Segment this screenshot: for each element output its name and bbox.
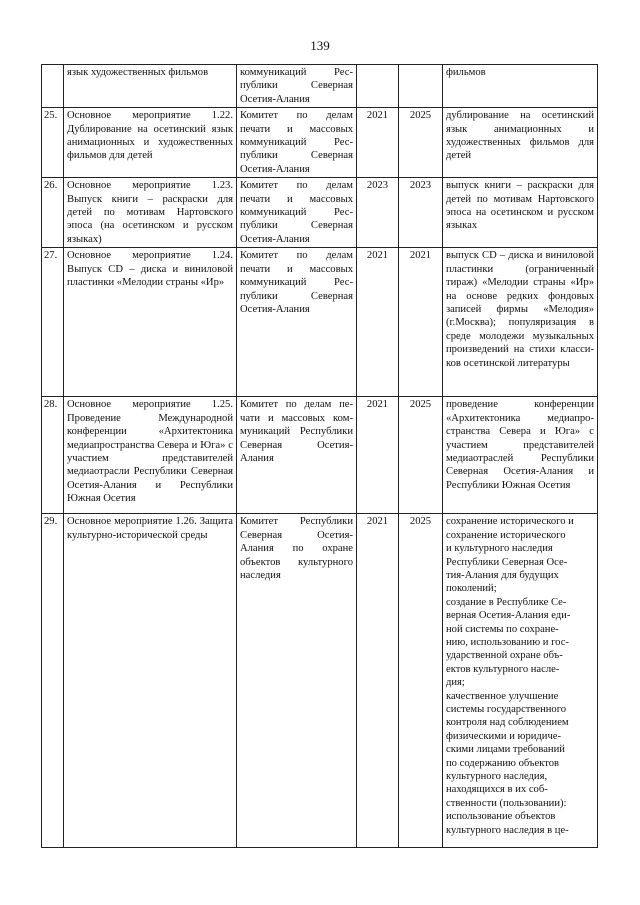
result-line: использование объектов (446, 811, 556, 823)
result-cell: выпуск книги – раскраски для детей по мотивам Нартовского эпоса на осетинском и русском языках (443, 178, 598, 248)
end-year-cell: 2023 (399, 178, 443, 248)
start-year-cell (357, 65, 399, 108)
executor-cell: Комитет по делам печати и массовых коммуникаций Республики Северная Осетия-Алания (237, 178, 357, 248)
result-line: ектов культурного насле- (446, 663, 560, 675)
start-year-cell: 2021 (357, 108, 399, 178)
result-line: верная Осетия-Алания еди- (446, 610, 571, 622)
end-year-cell: 2025 (399, 397, 443, 514)
result-line: тия-Алания для будущих (446, 569, 559, 581)
executor-cell: Комитет по делам печати и массовых коммуникаций Республики Северная Осетия-Алания (237, 248, 357, 397)
result-line: сохранение исторического и (446, 516, 574, 528)
activity-cell: Основное мероприятие 1.26. Защита культурно-исторической среды (64, 514, 237, 848)
start-year-cell: 2023 (357, 178, 399, 248)
activity-cell: язык художественных фильмов (64, 65, 237, 108)
executor-cell: коммуникаций Республики Северная Осетия-Алания (237, 65, 357, 108)
executor-cell: Комитет по делам печати и массовых коммуникаций Республики Северная Осетия-Алания (237, 397, 357, 514)
result-line: ной системы по сохране- (446, 623, 559, 635)
start-year-cell: 2021 (357, 514, 399, 848)
table-row (42, 248, 598, 397)
result-line: по содержанию объектов (446, 757, 560, 769)
row-number (42, 65, 64, 108)
result-line: Республики Северная Осе- (446, 556, 568, 568)
result-cell: дублирование на осетинский язык анимационных и художественных фильмов для детей (443, 108, 598, 178)
result-cell: проведение конференции «Архитектоника медиапространства Севера и Юга» с участием представителей медиаотраслей Республики Северная Осетия-Алания и Республики Южная Осетия (443, 397, 598, 514)
result-line: культурного наследия, (446, 771, 548, 782)
table-row (42, 178, 598, 248)
page-number: 139 (310, 38, 330, 53)
result-line: и культурного наследия (446, 543, 553, 555)
result-cell: выпуск CD – диска и виниловой пластинки (ограниченный тираж) «Мелодии страны «Ир» на основе редких фондовых записей фирмы «Мелодия» (г.Москва); популяризация в среде молодежи музыкальных произведений на стихи классиков осетинской литературы (443, 248, 598, 397)
row-number: 26. (42, 178, 64, 248)
activity-cell: Основное мероприятие 1.25. Проведение Международной конференции «Архитектоника медиапространства Севера и Юга» с участием представителей медиаотрасли Республики Северная Осетия-Алания и Республики Южная Осетия (64, 397, 237, 514)
result-line: культурного наследия в це- (446, 824, 569, 836)
activity-cell: Основное мероприятие 1.24. Выпуск CD – диска и виниловой пластинки «Мелодии страны «Ир» (64, 248, 237, 397)
activities-table (41, 64, 598, 848)
row-number: 28. (42, 397, 64, 514)
result-cell (443, 514, 598, 848)
start-year-cell: 2021 (357, 248, 399, 397)
activity-cell: Основное мероприятие 1.23. Выпуск книги – раскраски для детей по мотивам Нартовского эпоса (на осетинском и русском языках) (64, 178, 237, 248)
row-number: 29. (42, 514, 64, 848)
result-line: поколений; (446, 583, 497, 595)
result-line: физическими и юридиче- (446, 730, 562, 742)
table-row (42, 65, 598, 108)
result-line: системы государственного (446, 703, 567, 715)
result-line: находящихся в их соб- (446, 784, 548, 796)
end-year-cell: 2021 (399, 248, 443, 397)
table-row (42, 108, 598, 178)
result-line: сохранение исторического (446, 529, 566, 541)
result-line: скими лицами требований (446, 744, 565, 756)
row-number: 27. (42, 248, 64, 397)
table-row (42, 514, 598, 848)
activities-table-body (42, 65, 598, 848)
result-line: ударственной охране объ- (446, 650, 563, 662)
end-year-cell: 2025 (399, 514, 443, 848)
end-year-cell (399, 65, 443, 108)
result-line: дия; (446, 677, 465, 689)
row-number: 25. (42, 108, 64, 178)
table-row (42, 397, 598, 514)
result-line: ственности (пользовании): (446, 797, 567, 809)
executor-cell: Комитет Республики Северная Осетия-Алания по охране объектов культурного наследия (237, 514, 357, 848)
result-line: контроля над соблюдением (446, 717, 569, 729)
result-line: нию, использованию и гос- (446, 636, 569, 648)
activity-cell: Основное мероприятие 1.22. Дублирование на осетинский язык анимационных и художественных фильмов для детей (64, 108, 237, 178)
result-cell: фильмов (443, 65, 598, 108)
start-year-cell: 2021 (357, 397, 399, 514)
result-line: качественное улучшение (446, 690, 559, 702)
result-line: создание в Республике Се- (446, 596, 567, 608)
end-year-cell: 2025 (399, 108, 443, 178)
executor-cell: Комитет по делам печати и массовых коммуникаций Республики Северная Осетия-Алания (237, 108, 357, 178)
